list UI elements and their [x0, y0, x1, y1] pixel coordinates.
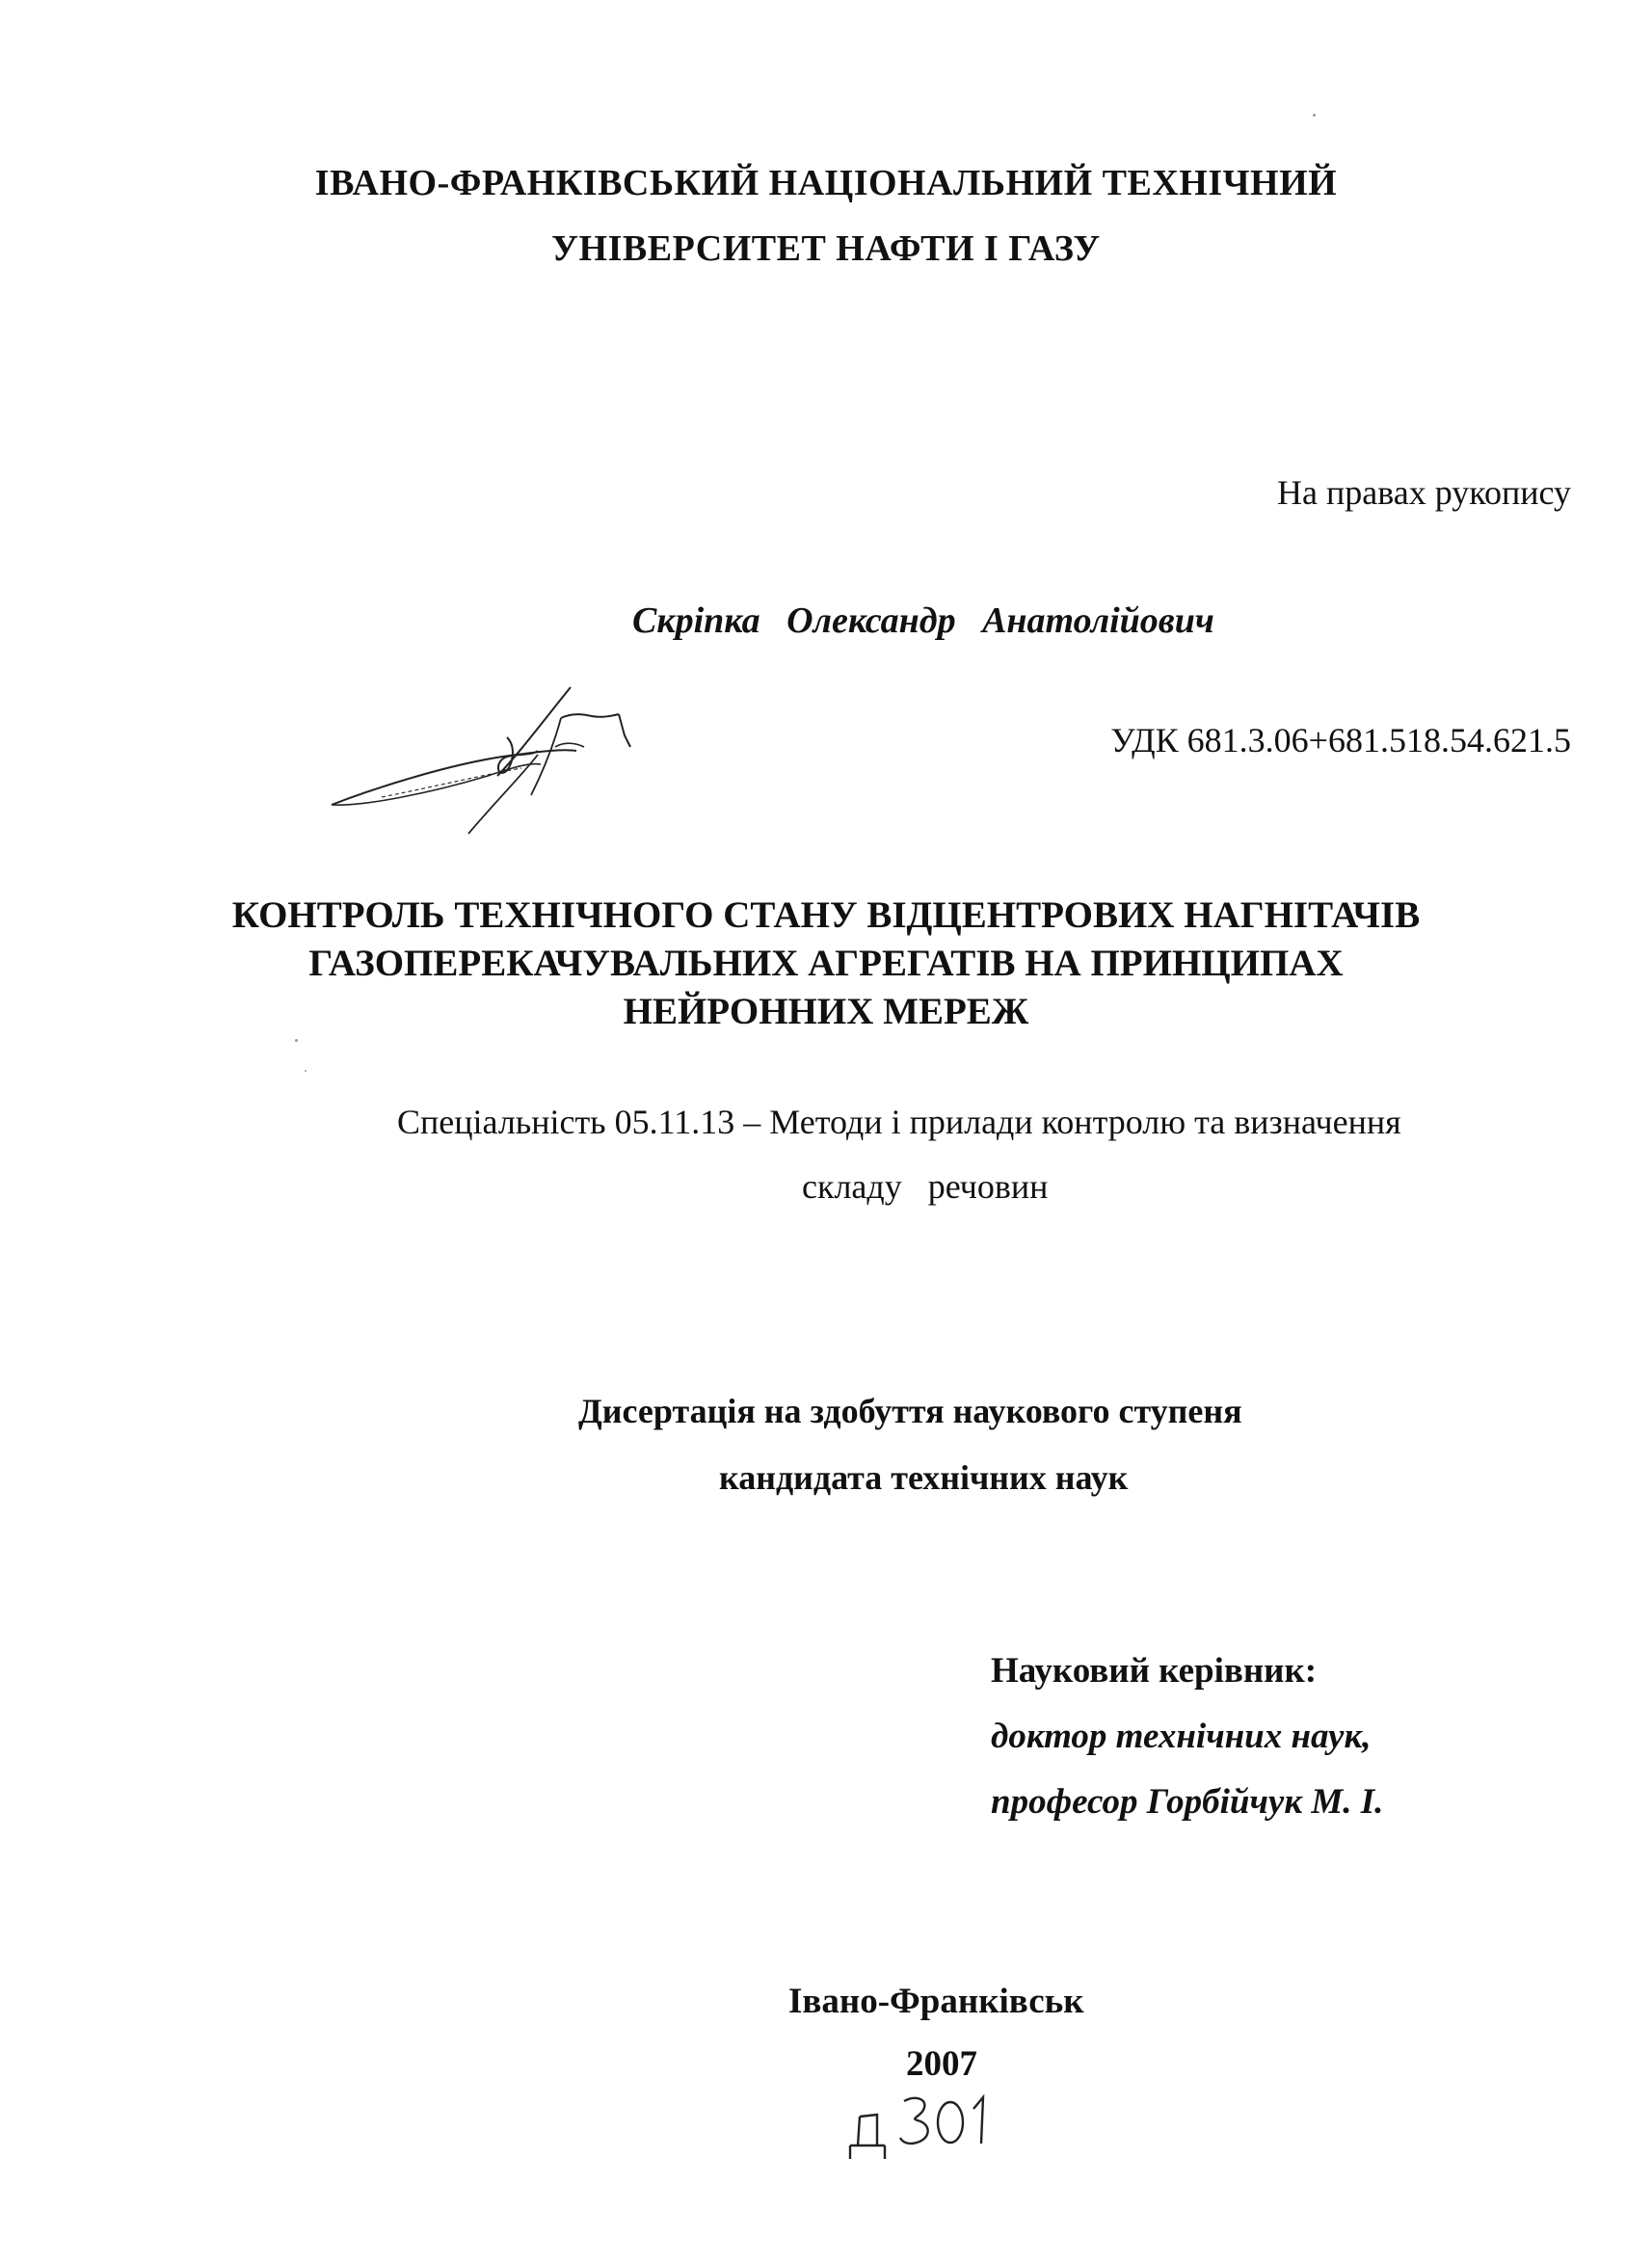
scan-speck	[295, 1039, 298, 1042]
university-name-line2: УНІВЕРСИТЕТ НАФТИ І ГАЗУ	[551, 228, 1101, 269]
supervisor-degree: доктор технічних наук,	[991, 1717, 1372, 1756]
publication-year: 2007	[906, 2044, 977, 2084]
specialty-line1: Спеціальність 05.11.13 – Методи і прилади контролю та визначення	[397, 1103, 1401, 1141]
university-name-line1: ІВАНО-ФРАНКІВСЬКИЙ НАЦІОНАЛЬНИЙ ТЕХНІЧНИЙ	[314, 163, 1338, 203]
supervisor-heading: Науковий керівник:	[991, 1651, 1318, 1691]
dissertation-degree-line1: Дисертація на здобуття наукового ступеня	[578, 1392, 1242, 1430]
specialty-line2: складу речовин	[802, 1167, 1049, 1206]
author-name: Скріпка Олександр Анатолійович	[632, 600, 1214, 641]
udc-code: УДК 681.3.06+681.518.54.621.5	[1110, 721, 1571, 759]
scan-speck	[305, 1070, 306, 1072]
publication-city: Івано-Франківськ	[788, 1982, 1084, 2021]
scan-speck	[1313, 114, 1316, 117]
supervisor-name: професор Горбійчук М. І.	[991, 1782, 1384, 1822]
thesis-title-line2: ГАЗОПЕРЕКАЧУВАЛЬНИХ АГРЕГАТІВ НА ПРИНЦИПАХ	[308, 943, 1344, 984]
handwritten-library-code	[848, 2090, 1002, 2167]
thesis-title-line3: НЕЙРОННИХ МЕРЕЖ	[623, 991, 1029, 1032]
manuscript-rights-note: На правах рукопису	[1277, 473, 1571, 512]
dissertation-degree-line2: кандидата технічних наук	[719, 1458, 1129, 1497]
author-signature	[324, 680, 652, 839]
thesis-title-line1: КОНТРОЛЬ ТЕХНІЧНОГО СТАНУ ВІДЦЕНТРОВИХ НАГНІТАЧІВ	[231, 894, 1421, 936]
